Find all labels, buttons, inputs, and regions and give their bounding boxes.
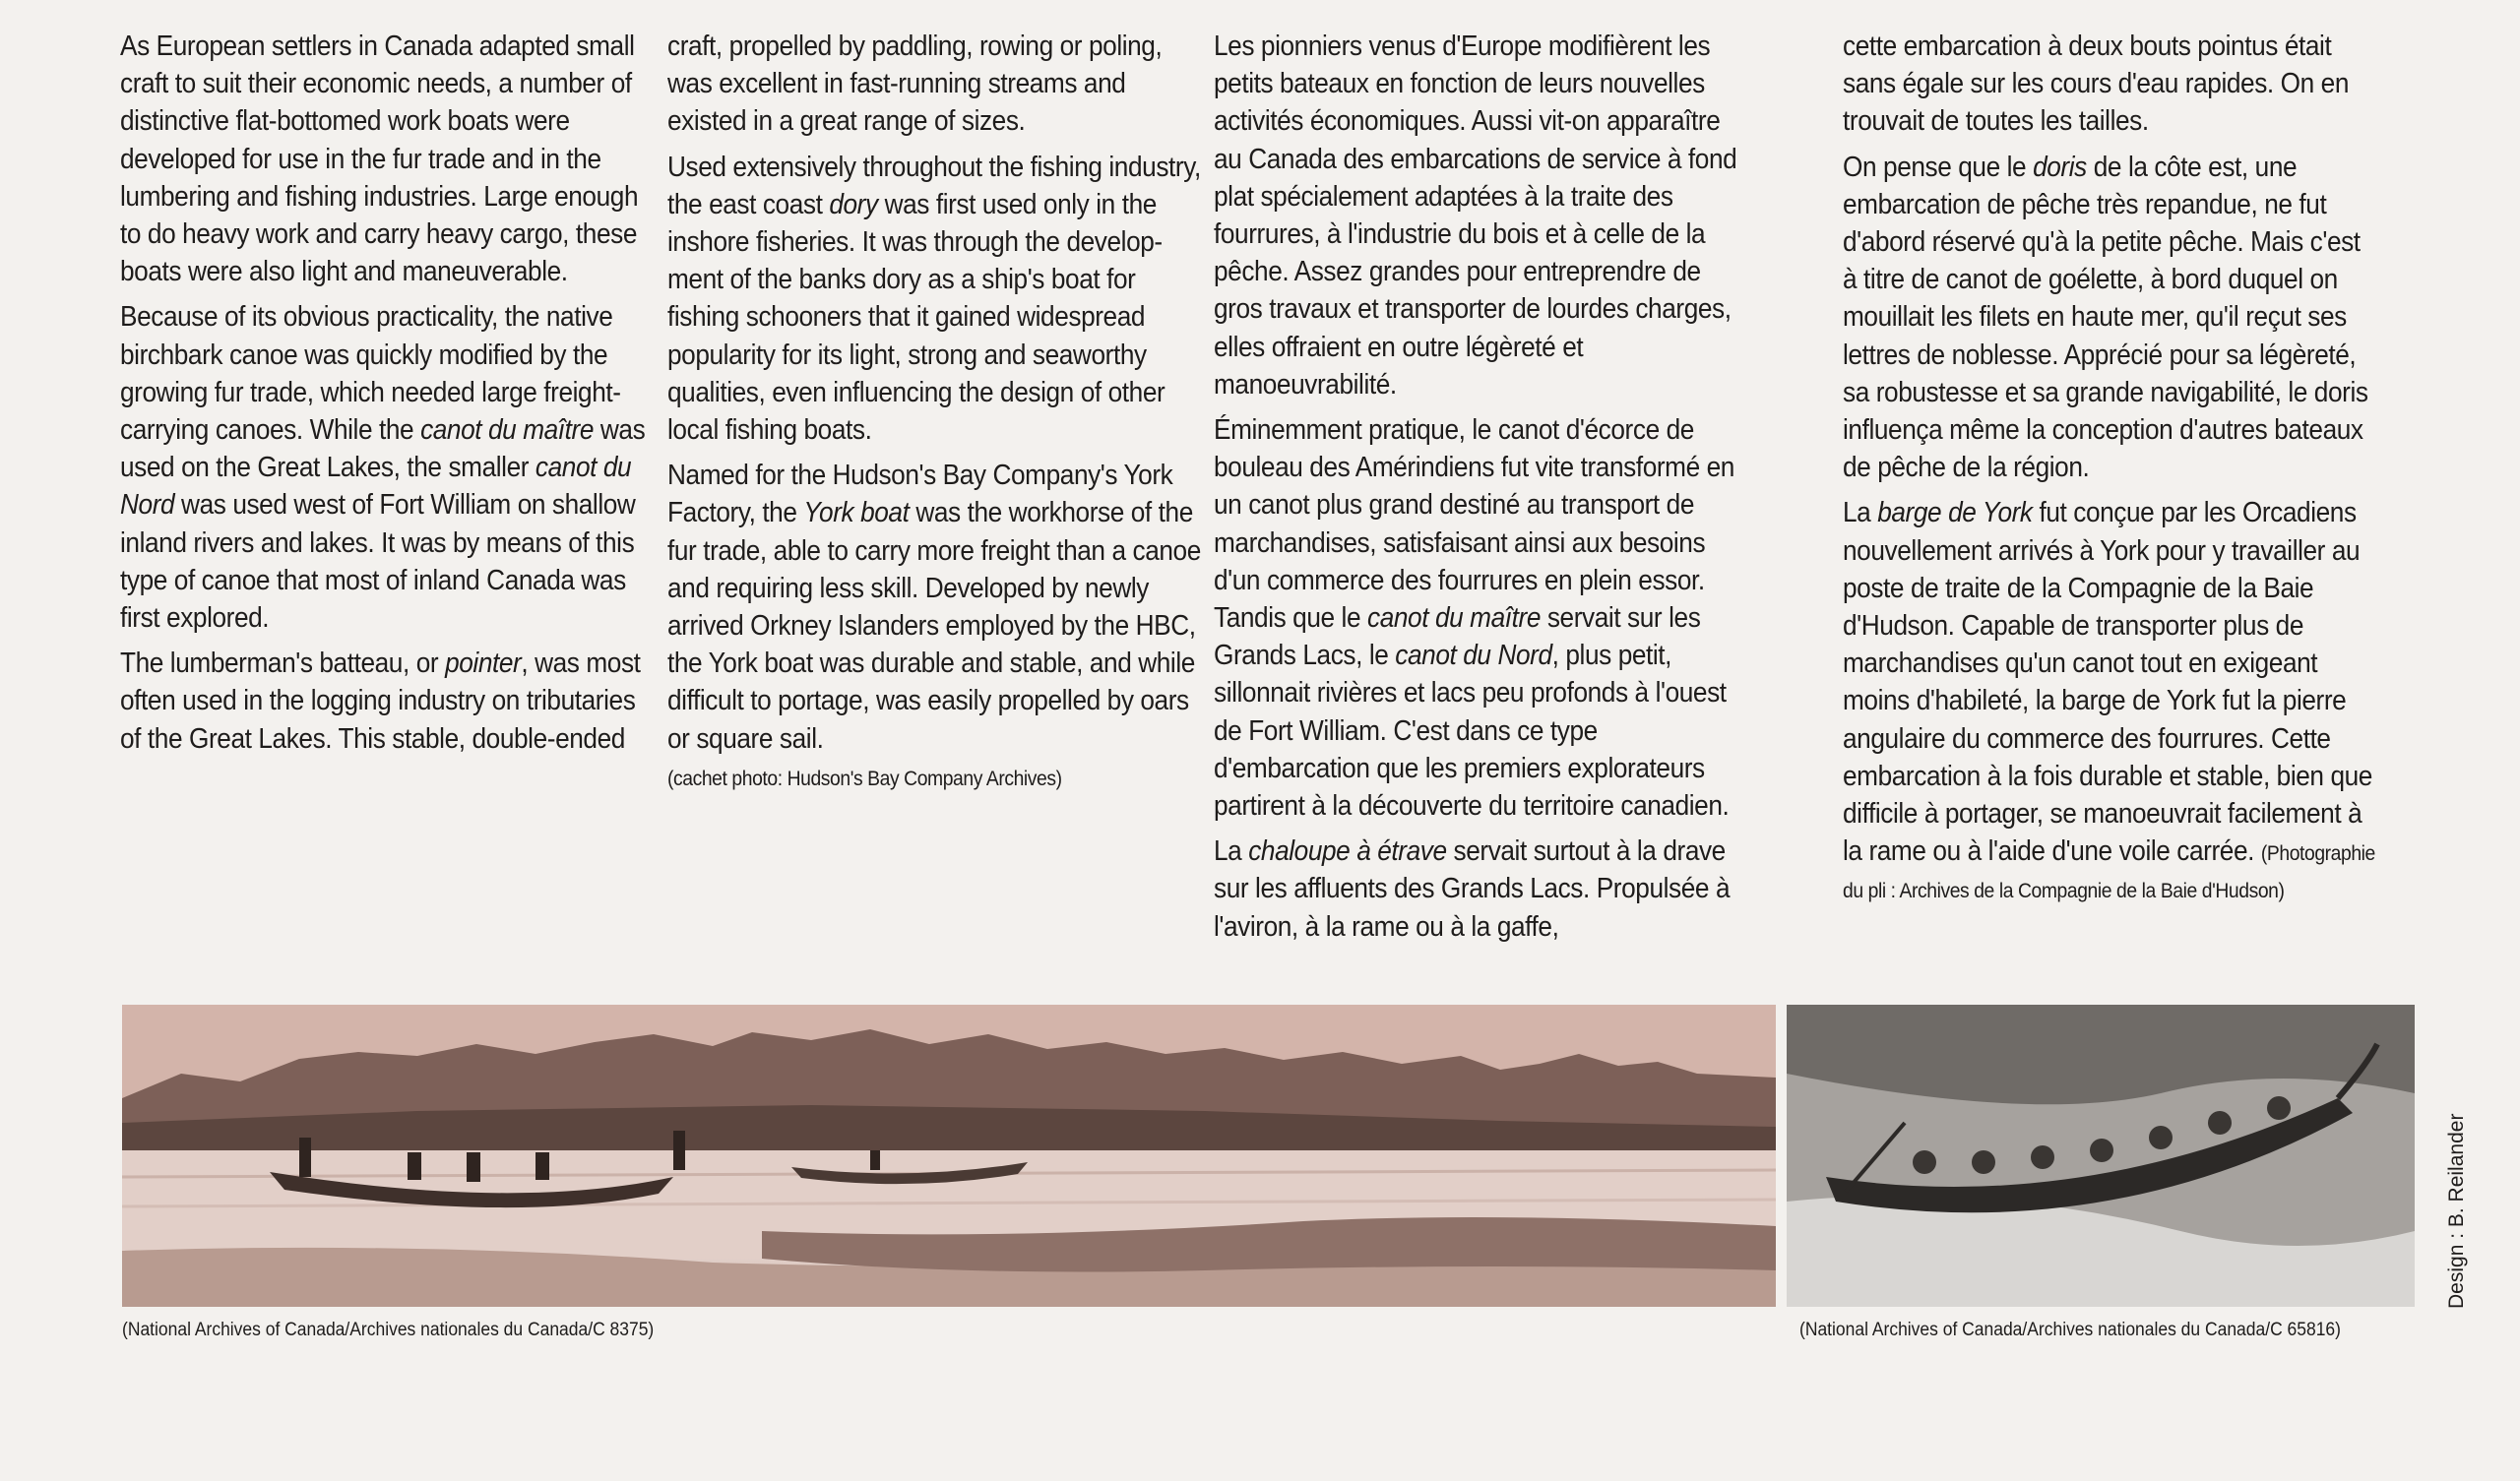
text: Used extensively throughout the fishing industry, the east coast [667, 151, 1201, 220]
paragraph [1214, 411, 1750, 825]
paragraph [1214, 833, 1750, 946]
canoe-engraving-illustration [1787, 1005, 2415, 1307]
text: servait surtout à la drave sur les affluents des Grands Lacs. Propulsée à l'aviron, à la rame ou à la gaffe, [1214, 835, 1731, 943]
italic-term: pointer [445, 648, 522, 680]
italic-term: doris [2033, 151, 2087, 183]
italic-term: York boat [803, 497, 910, 529]
text: , was most often used in the logging industry on tributaries of the Great Lakes. This stable, double-ended [120, 648, 641, 755]
river-scene-illustration [122, 1005, 1776, 1307]
paragraph: Les pionniers venus d'Europe modifièrent les petits bateaux en fonction de leurs nouvelles activités économiques. Aussi vit-on apparaître au Canada des embarcations de service à fond plat spécialement adaptées à la traite des fourrures, à l'industrie du bois et à celle de la pêche. Assez grandes pour entreprendre de gros travaux et transporter de lourdes charges, elles offraient en outre légèreté et manoeuvrabilité. [1214, 31, 1737, 401]
italic-term: canot du maître [1367, 602, 1541, 635]
italic-term: chaloupe à étrave [1248, 835, 1447, 868]
paragraph [667, 457, 1204, 758]
left-photo-caption: (National Archives of Canada/Archives nationales du Canada/C 8375) [122, 1320, 655, 1340]
paragraph [120, 298, 657, 637]
paragraph: cette embarcation à deux bouts pointus était sans égale sur les cours d'eau rapides. On en trouvait de toutes les tailles. [1843, 31, 2350, 138]
paragraph [1843, 494, 2379, 907]
text: The lumberman's batteau, or [120, 648, 446, 680]
english-column-2 [667, 28, 1204, 801]
text: La [1214, 835, 1249, 868]
text: Because of its obvious practicality, the native birchbark canoe was quickly modified by the growing fur trade, which needed large freight-carrying canoes. While the [120, 301, 621, 447]
italic-term: dory [829, 188, 878, 220]
text: servait sur les Grands Lacs, le [1214, 602, 1701, 672]
text: , plus petit, sillonnait rivières et lacs peu profonds à l'ouest de Fort William. C'est dans ce type d'embarcation que les premiers explorateurs partirent à la découverte du territoire canadien. [1214, 640, 1730, 823]
italic-term: canot du Nord [1395, 640, 1552, 672]
italic-term: canot du Nord [120, 452, 632, 522]
designer-credit: Design : B. Reilander [2445, 1113, 2468, 1309]
french-column-2 [1843, 28, 2379, 916]
text: de la côte est, une embarcation de pêche très repandue, ne fut d'abord réservé qu'à la petite pêche. Mais c'est à titre de canot de goélette, à bord duquel on mouillait les filets en haute mer, qu'il reçut ses lettres de noblesse. Apprécié pour sa légèreté, sa robustesse et sa grande navigabilité, le doris influença même la conception d'autres bateaux de pêche de la région. [1843, 151, 2368, 484]
text: On pense que le [1843, 151, 2034, 183]
text: La [1843, 497, 1878, 529]
text: fut conçue par les Orcadiens nouvellement arrivés à York pour y travailler au poste de traite de la Compagnie de la Baie d'Hudson. Capable de transporter plus de marchandises qu'un canot tout en exigeant moins d'habileté, la barge de York fut la pierre angulaire du commerce des fourrures. Cette embarcation à la fois durable et stable, bien que difficile à portager, se manoeuvrait facilement à la rame ou à l'aide d'une voile carrée. [1843, 497, 2372, 868]
english-column-1 [120, 28, 657, 766]
paragraph: As European settlers in Canada adapted small craft to suit their economic needs, a number of distinctive flat-bottomed work boats were developed for use in the fur trade and in the lumbering and fishing industries. Large enough to do heavy work and carry heavy cargo, these boats were also light and maneuverable. [120, 31, 639, 288]
paragraph: craft, propelled by paddling, rowing or poling, was excellent in fast-running streams and existed in a great range of sizes. [667, 31, 1163, 138]
french-column-1 [1214, 28, 1750, 954]
italic-term: barge de York [1877, 497, 2033, 529]
text: was the workhorse of the fur trade, able to carry more freight than a canoe and requiring less skill. Developed by newly arrived Orkney Islanders employed by the HBC, the York boat was durable and stable, and while difficult to portage, was easily propelled by oars or square sail. [667, 497, 1201, 755]
paragraph [667, 149, 1204, 450]
text: was used west of Fort William on shallow inland rivers and lakes. It was by means of this type of canoe that most of inland Canada was first explored. [120, 489, 636, 635]
text: Éminemment pratique, le canot d'écorce de bouleau des Amérindiens fut vite transformé en un canot plus grand destiné au transport de marchandises, satisfaisant ainsi aux besoins d'un commerce des fourrures en plein essor. Tandis que le [1214, 414, 1734, 635]
text: Named for the Hudson's Bay Company's York Factory, the [667, 460, 1173, 529]
cachet-credit: (cachet photo: Hudson's Bay Company Archives) [667, 767, 1062, 790]
italic-term: canot du maître [420, 414, 595, 447]
text: was used on the Great Lakes, the smaller [120, 414, 646, 484]
paragraph [120, 645, 657, 758]
right-photo-caption: (National Archives of Canada/Archives nationales du Canada/C 65816) [1799, 1320, 2341, 1340]
engraving-canoe-rapids-image [1787, 1005, 2415, 1307]
text: was first used only in the inshore fisheries. It was through the develop-ment of the banks dory as a ship's boat for fishing schooners that it gained widespread popularity for its light, strong and seaworthy qualities, even influencing the design of other local fishing boats. [667, 188, 1166, 447]
cachet-credit: (Photographie du pli : Archives de la Compagnie de la Baie d'Hudson) [1843, 842, 2375, 903]
paragraph [1843, 149, 2379, 487]
sepia-river-boats-photo [122, 1005, 1776, 1307]
